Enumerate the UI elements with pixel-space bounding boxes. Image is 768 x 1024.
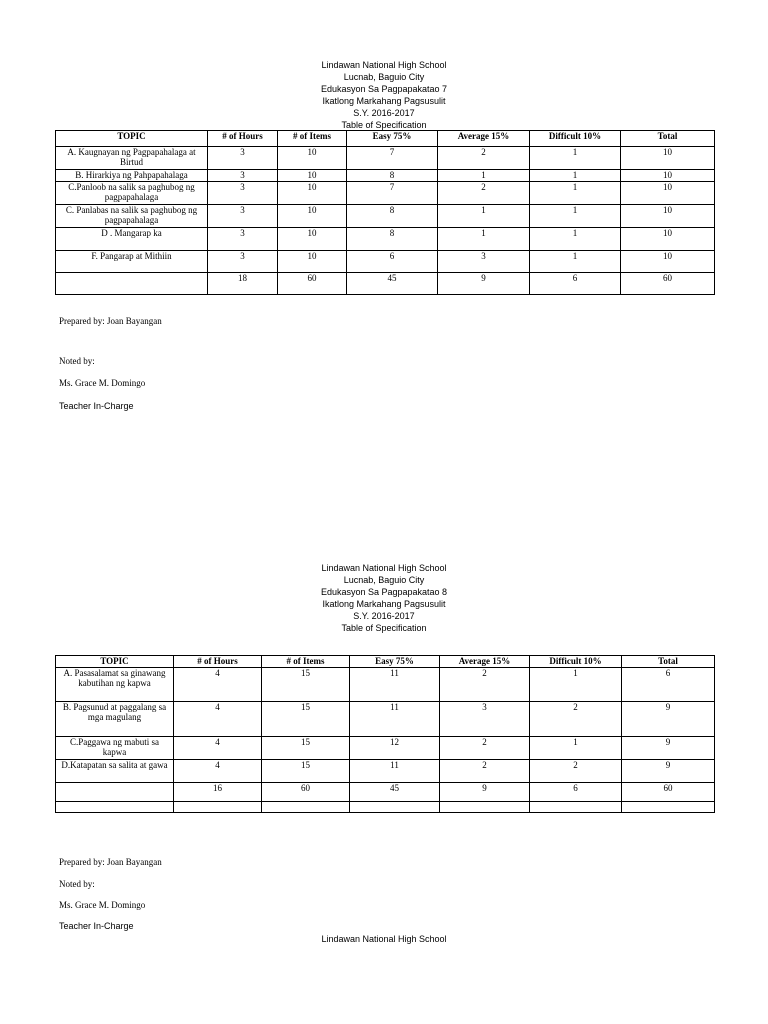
table-header-row: [56, 656, 715, 668]
difficult-cell: 6: [530, 783, 622, 802]
totals-row: [56, 273, 715, 295]
items-cell: 60: [278, 273, 347, 295]
total-cell: 6: [622, 668, 715, 702]
col-hours: # of Hours: [174, 656, 262, 668]
total-cell: 9: [622, 760, 715, 783]
average-cell: 2: [440, 760, 530, 783]
table-row: [56, 205, 715, 228]
average-cell: 3: [440, 702, 530, 737]
easy-cell: 7: [347, 147, 438, 170]
subject-title: Edukasyon Sa Pagpapakatao 8: [320, 587, 448, 597]
topic-cell: B. Hirarkiya ng Pahpapahalaga: [56, 170, 208, 182]
difficult-cell: 1: [530, 205, 621, 228]
table-row: [56, 668, 715, 702]
items-cell: 15: [262, 668, 350, 702]
topic-cell: A. Pasasalamat sa ginawang kabutihan ng kapwa: [56, 668, 174, 702]
easy-cell: 8: [347, 228, 438, 251]
table-row: [56, 702, 715, 737]
easy-cell: 11: [350, 668, 440, 702]
easy-cell: 8: [347, 205, 438, 228]
school-year: S.Y. 2016-2017: [353, 108, 415, 118]
exam-title: Ikatlong Markahang Pagsusulit: [322, 599, 446, 609]
noter-role: Teacher In-Charge: [59, 921, 134, 931]
total-cell: 10: [621, 147, 715, 170]
school-year: S.Y. 2016-2017: [353, 611, 415, 621]
difficult-cell: 1: [530, 668, 622, 702]
noter-name: Ms. Grace M. Domingo: [59, 378, 146, 388]
average-cell: 9: [438, 273, 530, 295]
difficult-cell: [530, 802, 622, 813]
table-row: [56, 182, 715, 205]
topic-cell: [56, 802, 174, 813]
topic-cell: B. Pagsunud at paggalang sa mga magulang: [56, 702, 174, 737]
school-address: Lucnab, Baguio City: [343, 575, 425, 585]
average-cell: 9: [440, 783, 530, 802]
col-total: Total: [622, 656, 715, 668]
topic-cell: [56, 273, 208, 295]
col-easy: Easy 75%: [350, 656, 440, 668]
easy-cell: 45: [350, 783, 440, 802]
col-difficult: Difficult 10%: [530, 656, 622, 668]
total-cell: 10: [621, 170, 715, 182]
prepared-by: Prepared by: Joan Bayangan: [59, 316, 162, 326]
totals-row: [56, 783, 715, 802]
hours-cell: 4: [174, 668, 262, 702]
items-cell: 10: [278, 228, 347, 251]
col-topic: TOPIC: [56, 656, 174, 668]
hours-cell: 16: [174, 783, 262, 802]
spec-table-2: [55, 655, 715, 813]
difficult-cell: 1: [530, 228, 621, 251]
table-row: [56, 147, 715, 170]
topic-cell: D.Katapatan sa salita at gawa: [56, 760, 174, 783]
topic-cell: F. Pangarap at Mithiin: [56, 251, 208, 273]
table-row: [56, 251, 715, 273]
hours-cell: 4: [174, 702, 262, 737]
noted-by: Noted by:: [59, 356, 95, 366]
average-cell: [440, 802, 530, 813]
easy-cell: 11: [350, 760, 440, 783]
noted-by: Noted by:: [59, 879, 95, 889]
school-name: Lindawan National High School: [321, 563, 447, 573]
average-cell: 2: [440, 737, 530, 760]
topic-cell: C.Panloob na salik sa paghubog ng pagpapahalaga: [56, 182, 208, 205]
difficult-cell: 1: [530, 251, 621, 273]
table-header-row: [56, 131, 715, 147]
doc-title: Table of Specification: [341, 623, 427, 633]
topic-cell: [56, 783, 174, 802]
col-topic: TOPIC: [56, 131, 208, 147]
topic-cell: C.Paggawa ng mabuti sa kapwa: [56, 737, 174, 760]
col-difficult: Difficult 10%: [530, 131, 621, 147]
easy-cell: 11: [350, 702, 440, 737]
hours-cell: 4: [174, 760, 262, 783]
doc-title: Table of Specification: [341, 120, 427, 130]
total-cell: 9: [622, 737, 715, 760]
total-cell: 60: [622, 783, 715, 802]
table-row: [56, 737, 715, 760]
prepared-by: Prepared by: Joan Bayangan: [59, 857, 162, 867]
hours-cell: 3: [208, 147, 278, 170]
difficult-cell: 1: [530, 737, 622, 760]
easy-cell: 6: [347, 251, 438, 273]
difficult-cell: 2: [530, 760, 622, 783]
difficult-cell: 2: [530, 702, 622, 737]
items-cell: 10: [278, 182, 347, 205]
topic-cell: A. Kaugnayan ng Pagpapahalaga at Birtud: [56, 147, 208, 170]
col-easy: Easy 75%: [347, 131, 438, 147]
average-cell: 1: [438, 170, 530, 182]
easy-cell: 7: [347, 182, 438, 205]
next-page-school-name: Lindawan National High School: [321, 934, 447, 944]
empty-row: [56, 802, 715, 813]
average-cell: 2: [438, 147, 530, 170]
topic-cell: D . Mangarap ka: [56, 228, 208, 251]
col-average: Average 15%: [438, 131, 530, 147]
total-cell: 9: [622, 702, 715, 737]
table-row: [56, 170, 715, 182]
hours-cell: 3: [208, 170, 278, 182]
hours-cell: 3: [208, 228, 278, 251]
difficult-cell: 1: [530, 182, 621, 205]
total-cell: [622, 802, 715, 813]
noter-name: Ms. Grace M. Domingo: [59, 900, 146, 910]
easy-cell: [350, 802, 440, 813]
hours-cell: 3: [208, 251, 278, 273]
total-cell: 10: [621, 205, 715, 228]
doc2-header: [0, 562, 768, 634]
difficult-cell: 1: [530, 147, 621, 170]
spec-table-1: [55, 130, 715, 295]
items-cell: 15: [262, 737, 350, 760]
easy-cell: 45: [347, 273, 438, 295]
hours-cell: 4: [174, 737, 262, 760]
items-cell: [262, 802, 350, 813]
noter-role: Teacher In-Charge: [59, 401, 134, 411]
col-hours: # of Hours: [208, 131, 278, 147]
col-items: # of Items: [262, 656, 350, 668]
total-cell: 10: [621, 228, 715, 251]
items-cell: 15: [262, 760, 350, 783]
exam-title: Ikatlong Markahang Pagsusulit: [322, 96, 446, 106]
table-row: [56, 760, 715, 783]
average-cell: 3: [438, 251, 530, 273]
total-cell: 60: [621, 273, 715, 295]
average-cell: 1: [438, 205, 530, 228]
total-cell: 10: [621, 182, 715, 205]
items-cell: 10: [278, 251, 347, 273]
hours-cell: 18: [208, 273, 278, 295]
school-name: Lindawan National High School: [321, 60, 447, 70]
hours-cell: 3: [208, 205, 278, 228]
topic-cell: C. Panlabas na salik sa paghubog ng pagpapahalaga: [56, 205, 208, 228]
col-average: Average 15%: [440, 656, 530, 668]
items-cell: 15: [262, 702, 350, 737]
hours-cell: [174, 802, 262, 813]
total-cell: 10: [621, 251, 715, 273]
average-cell: 2: [438, 182, 530, 205]
school-address: Lucnab, Baguio City: [343, 72, 425, 82]
subject-title: Edukasyon Sa Pagpapakatao 7: [320, 84, 448, 94]
col-total: Total: [621, 131, 715, 147]
hours-cell: 3: [208, 182, 278, 205]
easy-cell: 8: [347, 170, 438, 182]
doc1-header: [0, 59, 768, 131]
table-row: [56, 228, 715, 251]
items-cell: 10: [278, 205, 347, 228]
col-items: # of Items: [278, 131, 347, 147]
easy-cell: 12: [350, 737, 440, 760]
items-cell: 60: [262, 783, 350, 802]
difficult-cell: 6: [530, 273, 621, 295]
items-cell: 10: [278, 147, 347, 170]
average-cell: 2: [440, 668, 530, 702]
items-cell: 10: [278, 170, 347, 182]
difficult-cell: 1: [530, 170, 621, 182]
average-cell: 1: [438, 228, 530, 251]
